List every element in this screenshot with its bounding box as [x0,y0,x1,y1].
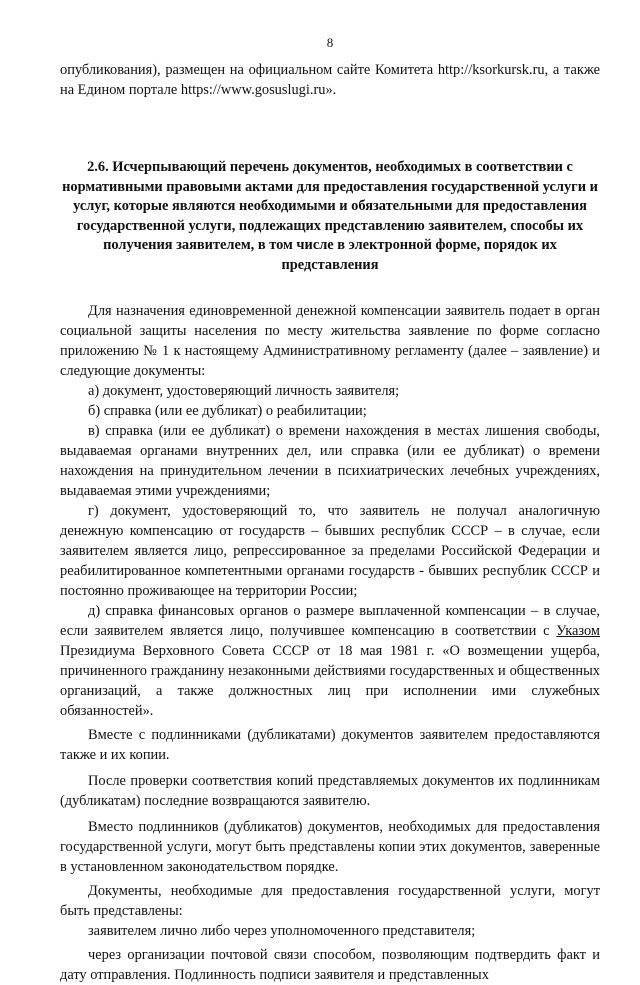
paragraph-originals: Вместе с подлинниками (дубликатами) документов заявителем предоставляются также и их копии. [60,727,600,763]
page-number: 8 [326,35,334,50]
list-item-g: г) документ, удостоверяющий то, что заявитель не получал аналогичную денежную компенсацию от государств – бывших республик СССР – в случае, если заявителем является лицо, репрессированное за пределами Российской Федерации и реабилитированное компетентными органами государств - бывших республик СССР и постоянно проживающее на территории России; [60,503,600,599]
list-item-a: а) документ, удостоверяющий личность заявителя; [88,383,400,399]
decree-link[interactable]: Указом [556,623,600,639]
list-item-d [60,601,600,721]
paragraph-application: Для назначения единовременной денежной компенсации заявитель подает в орган социальной защиты населения по месту жительства заявление по форме согласно приложению № 1 к настоящему Административному регламенту (далее – заявление) и следующие документы: [60,303,600,379]
list-item-v: в) справка (или ее дубликат) о времени нахождения в местах лишения свободы, выдаваемая органами внутренних дел, или справка (или ее дубликат) о времени нахождения на принудительном лечении в психиатрических лечебных учреждениях, выдаваемая этими учреждениями; [60,423,600,499]
section-heading: 2.6. Исчерпывающий перечень документов, необходимых в соответствии с нормативными правовыми актами для предоставления государственной услуги и услуг, которые являются необходимыми и обязательными для предоставления государственной услуги, подлежащих представлению заявителем, способы их получения заявителем, в том числе в электронной форме, порядок их представления [62,159,598,273]
paragraph-instead: Вместо подлинников (дубликатов) документов, необходимых для предоставления государственной услуги, могут быть представлены копии этих документов, заверенные в установленном законодательством порядке. [60,819,600,875]
submission-post: через организации почтовой связи способом, позволяющим подтвердить факт и дату отправления. Подлинность подписи заявителя и представленных [60,947,600,983]
list-item-d-text-end: Президиума Верховного Совета СССР от 18 мая 1981 г. «О возмещении ущерба, причиненного гражданину незаконными действиями государственных и общественных организаций, а также должностных лиц при исполнении ими служебных обязанностей». [60,643,600,719]
list-item-b: б) справка (или ее дубликат) о реабилитации; [88,403,367,419]
paragraph-submission: Документы, необходимые для предоставления государственной услуги, могут быть представлены: [60,883,600,919]
list-item-d-text: д) справка финансовых органов о размере выплаченной компенсации – в случае, если заявителем является лицо, получившее компенсацию в соответствии с [60,603,600,639]
paragraph-after-check: После проверки соответствия копий представляемых документов их подлинникам (дубликатам) последние возвращаются заявителю. [60,773,600,809]
intro-continuation: опубликования), размещен на официальном сайте Комитета http://ksorkursk.ru, а также на Едином портале https://www.gosuslugi.ru». [60,62,600,98]
submission-personal: заявителем лично либо через уполномоченного представителя; [88,923,476,939]
